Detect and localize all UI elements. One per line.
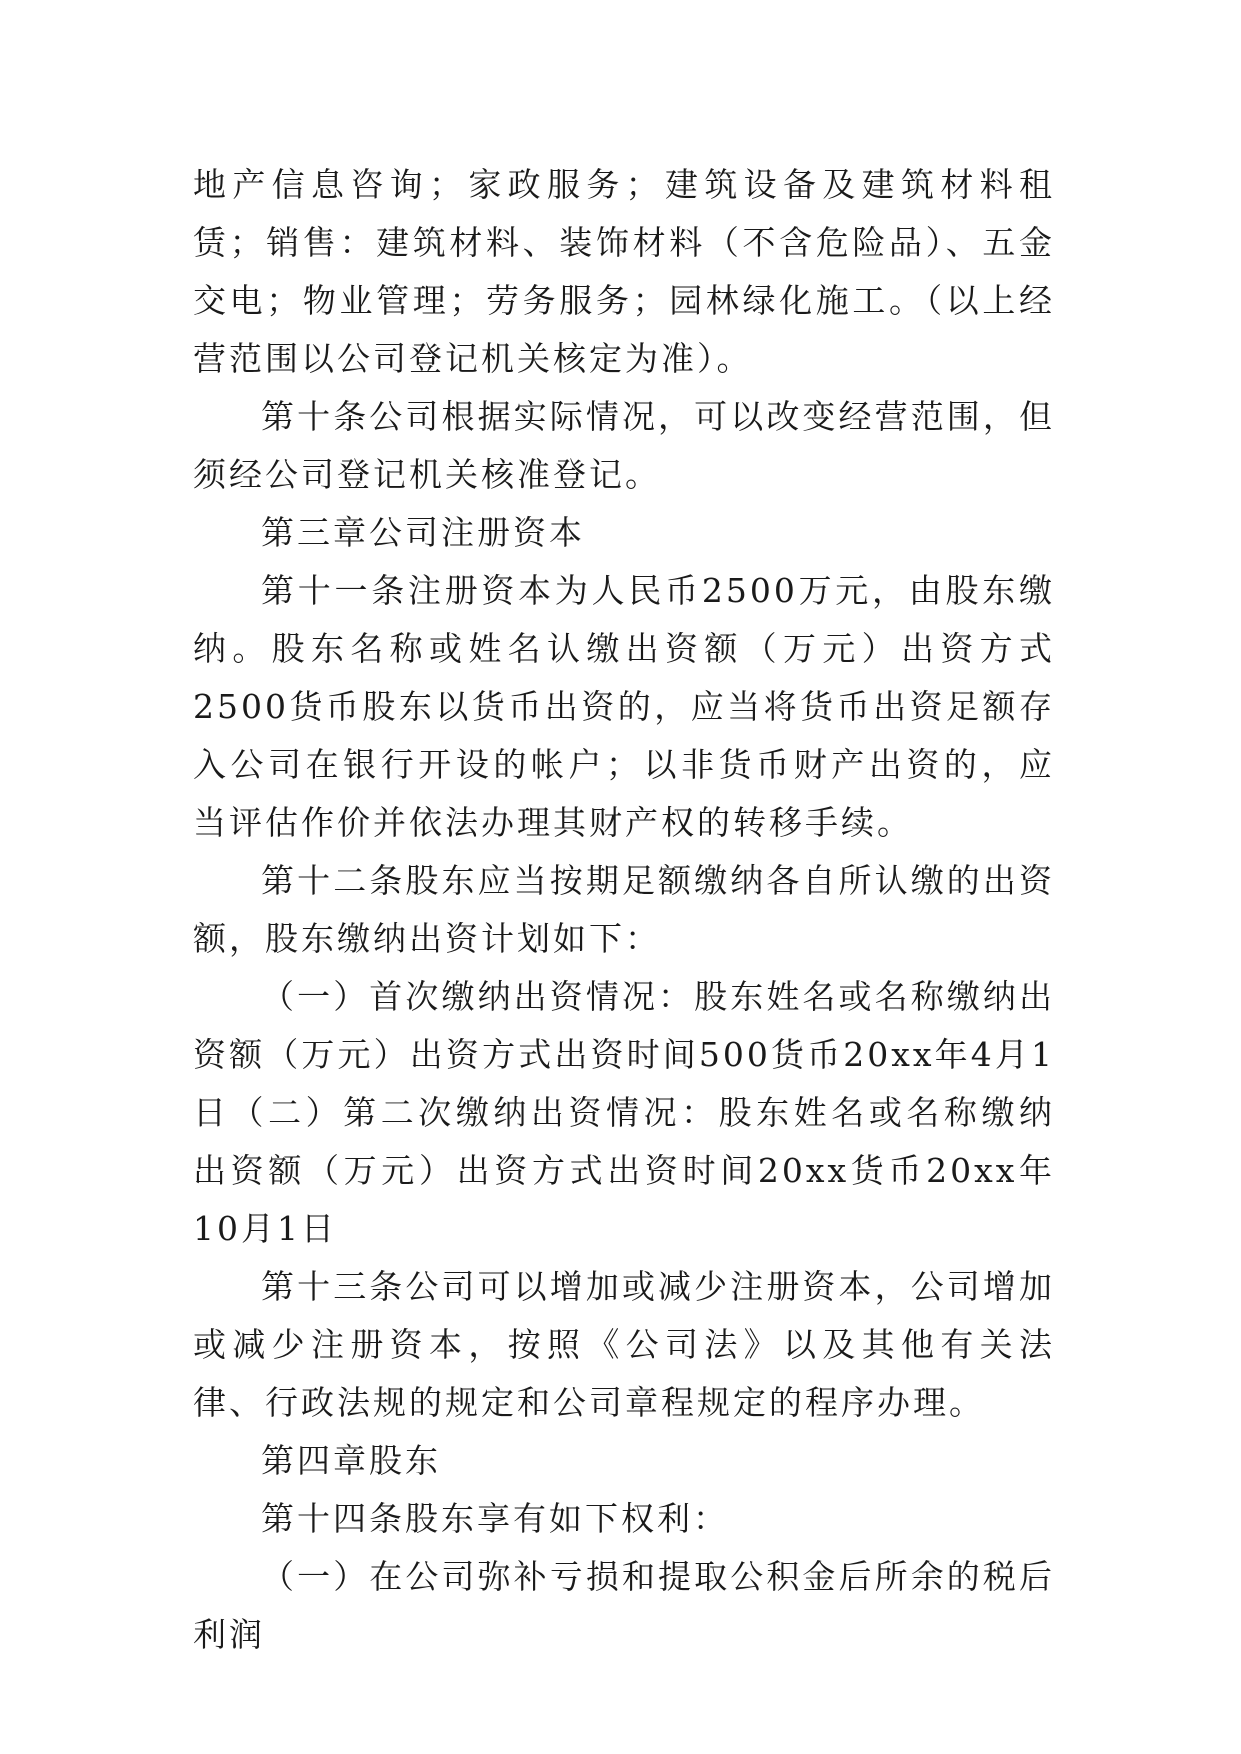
paragraph-article-10: 第十条公司根据实际情况，可以改变经营范围，但须经公司登记机关核准登记。 — [193, 397, 1055, 494]
document-body — [193, 156, 1055, 1664]
paragraph-article-11: 第十一条注册资本为人民币2500万元，由股东缴纳。股东名称或姓名认缴出资额（万元）出资方式2500货币股东以货币出资的，应当将货币出资足额存入公司在银行开设的帐户；以非货币财产出资的，应当评估作价并依法办理其财产权的转移手续。 — [193, 571, 1055, 842]
paragraph-article-12: 第十二条股东应当按期足额缴纳各自所认缴的出资额，股东缴纳出资计划如下： — [193, 861, 1055, 958]
paragraph-business-scope: 地产信息咨询；家政服务；建筑设备及建筑材料租赁；销售：建筑材料、装饰材料（不含危险品）、五金交电；物业管理；劳务服务；园林绿化施工。（以上经营范围以公司登记机关核定为准）。 — [193, 165, 1055, 378]
paragraph-article-13: 第十三条公司可以增加或减少注册资本，公司增加或减少注册资本，按照《公司法》以及其他有关法律、行政法规的规定和公司章程规定的程序办理。 — [193, 1267, 1055, 1422]
paragraph-rights-item-1: （一）在公司弥补亏损和提取公积金后所余的税后利润 — [193, 1557, 1055, 1654]
chapter-heading-3: 第三章公司注册资本 — [261, 513, 585, 552]
paragraph-article-14: 第十四条股东享有如下权利： — [261, 1499, 729, 1538]
chapter-heading-4: 第四章股东 — [261, 1441, 441, 1480]
paragraph-payment-plan: （一）首次缴纳出资情况：股东姓名或名称缴纳出资额（万元）出资方式出资时间500货币20xx年4月1日（二）第二次缴纳出资情况：股东姓名或名称缴纳出资额（万元）出资方式出资时间20xx货币20xx年10月1日 — [193, 977, 1055, 1248]
